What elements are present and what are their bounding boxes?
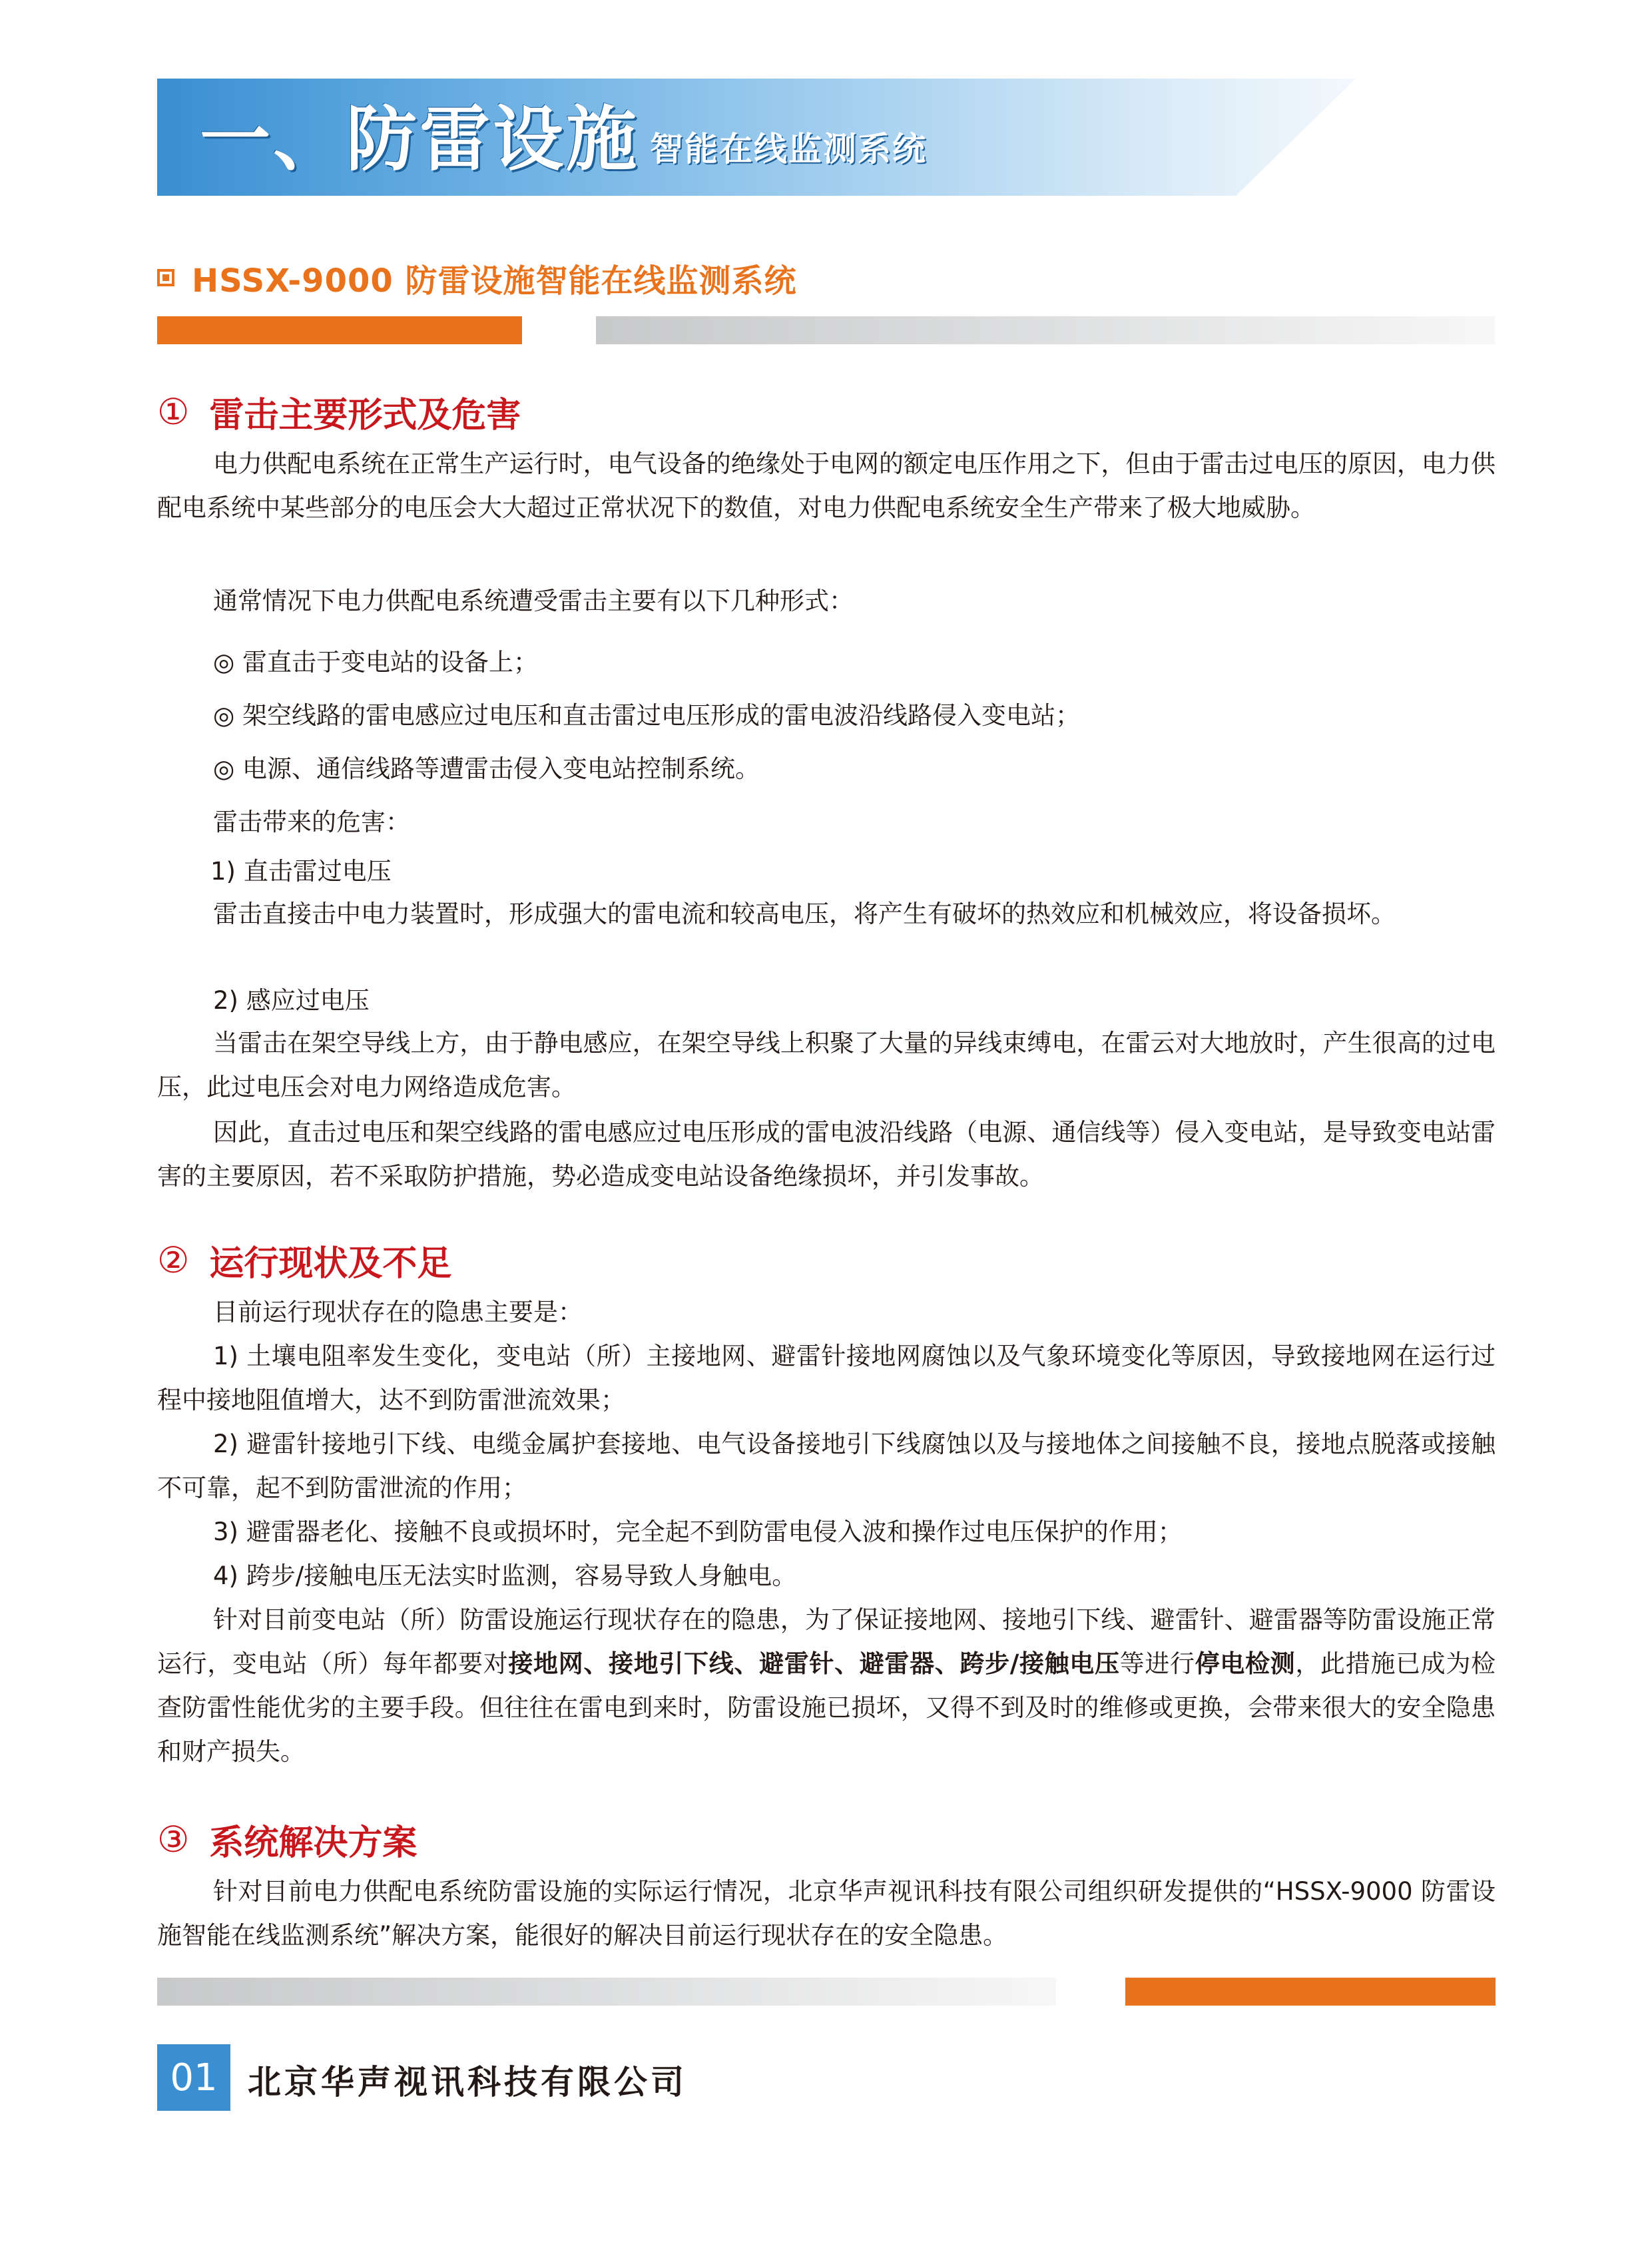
accent-bar-orange — [157, 316, 522, 344]
summary-text-b: 等进行 — [1119, 1649, 1195, 1678]
harm-2-text: 当雷击在架空导线上方，由于静电感应，在架空导线上积聚了大量的异线束缚电，在雷云对大地放时，产生很高的过电压，此过电压会对电力网络造成危害。 — [157, 1029, 1496, 1101]
summary-bold-items: 接地网、接地引下线、避雷针、避雷器、跨步/接触电压 — [508, 1649, 1120, 1678]
section-2-intro: 目前运行现状存在的隐患主要是： — [213, 1298, 583, 1326]
section-3-heading — [157, 1813, 417, 1866]
list-item: 4) 跨步/接触电压无法实时监测，容易导致人身触电。 — [213, 1561, 797, 1590]
list-item: ◎ 电源、通信线路等遭雷击侵入变电站控制系统。 — [213, 754, 760, 783]
section-3-text: 针对目前电力供配电系统防雷设施的实际运行情况，北京华声视讯科技有限公司组织研发提供的“HSSX-9000 防雷设施智能在线监测系统”解决方案，能很好的解决目前运行现状存在的安全隐患。 — [157, 1877, 1496, 1950]
list-item: ◎ 架空线路的雷电感应过电压和直击雷过电压形成的雷电波沿线路侵入变电站； — [213, 701, 1081, 730]
page-title-main: 一、防雷设施 — [200, 99, 639, 180]
product-heading — [157, 254, 796, 301]
list-item: 2) 避雷针接地引下线、电缆金属护套接地、电气设备接地引下线腐蚀以及与接地体之间接触不良，接地点脱落或接触不可靠，起不到防雷泄流的作用； — [157, 1430, 1496, 1502]
section-3-title: 系统解决方案 — [209, 1822, 417, 1863]
accent-bar-gray — [596, 316, 1495, 344]
footer-bar-gray — [157, 1978, 1056, 2006]
harm-1-title: 1) 直击雷过电压 — [210, 857, 392, 886]
list-item: ◎ 雷直击于变电站的设备上； — [213, 648, 539, 677]
section-1-number: ① — [157, 390, 190, 433]
section-1-title: 雷击主要形式及危害 — [209, 395, 521, 435]
section-2-summary — [157, 1598, 1496, 1774]
footer-bar-orange — [1125, 1978, 1496, 2006]
section-2-number: ② — [157, 1239, 190, 1281]
page-title-sub: 智能在线监测系统 — [650, 130, 927, 168]
section-1-paragraph-2: 通常情况下电力供配电系统遭受雷击主要有以下几种形式： — [213, 587, 854, 615]
page-number: 01 — [157, 2044, 230, 2111]
section-1-conclusion: 因此，直击过电压和架空线路的雷电感应过电压形成的雷电波沿线路（电源、通信线等）侵入变电站，是导致变电站雷害的主要原因，若不采取防护措施，势必造成变电站设备绝缘损坏，并引发事故。 — [157, 1118, 1496, 1191]
company-name: 北京华声视讯科技有限公司 — [248, 2063, 687, 2102]
section-1-paragraph-1: 电力供配电系统在正常生产运行时，电气设备的绝缘处于电网的额定电压作用之下，但由于雷击过电压的原因，电力供配电系统中某些部分的电压会大大超过正常状况下的数值，对电力供配电系统安全生产带来了极大地威胁。 — [157, 449, 1496, 522]
harm-intro: 雷击带来的危害： — [213, 808, 410, 836]
list-item: 1) 土壤电阻率发生变化，变电站（所）主接地网、避雷针接地网腐蚀以及气象环境变化等原因，导致接地网在运行过程中接地阻值增大，达不到防雷泄流效果； — [157, 1342, 1496, 1414]
harm-2-title: 2) 感应过电压 — [213, 986, 370, 1015]
summary-text-c: ，此措施已成为检查防雷性能优劣的主要手段。但往往在雷电到来时，防雷设施已损坏，又得不到及时的维修或更换，会带来很大的安全隐患和财产损失。 — [157, 1649, 1496, 1766]
section-3-number: ③ — [157, 1818, 190, 1860]
square-bullet-icon — [157, 269, 174, 286]
page-title — [200, 100, 927, 180]
section-1-heading — [157, 385, 521, 438]
summary-text-a: 针对目前变电站（所）防雷设施运行现状存在的隐患，为了保证接地网、接地引下线、避雷针、避雷器等防雷设施正常运行，变电站（所）每年都要对 — [157, 1605, 1496, 1678]
harm-1-text: 雷击直接击中电力装置时，形成强大的雷电流和较高电压，将产生有破坏的热效应和机械效应，将设备损坏。 — [213, 900, 1396, 928]
list-item: 3) 避雷器老化、接触不良或损坏时，完全起不到防雷电侵入波和操作过电压保护的作用； — [213, 1518, 1183, 1546]
section-2-heading — [157, 1233, 451, 1286]
summary-bold-method: 停电检测 — [1195, 1649, 1296, 1678]
product-title: HSSX-9000 防雷设施智能在线监测系统 — [192, 262, 797, 300]
section-2-title: 运行现状及不足 — [209, 1243, 452, 1284]
